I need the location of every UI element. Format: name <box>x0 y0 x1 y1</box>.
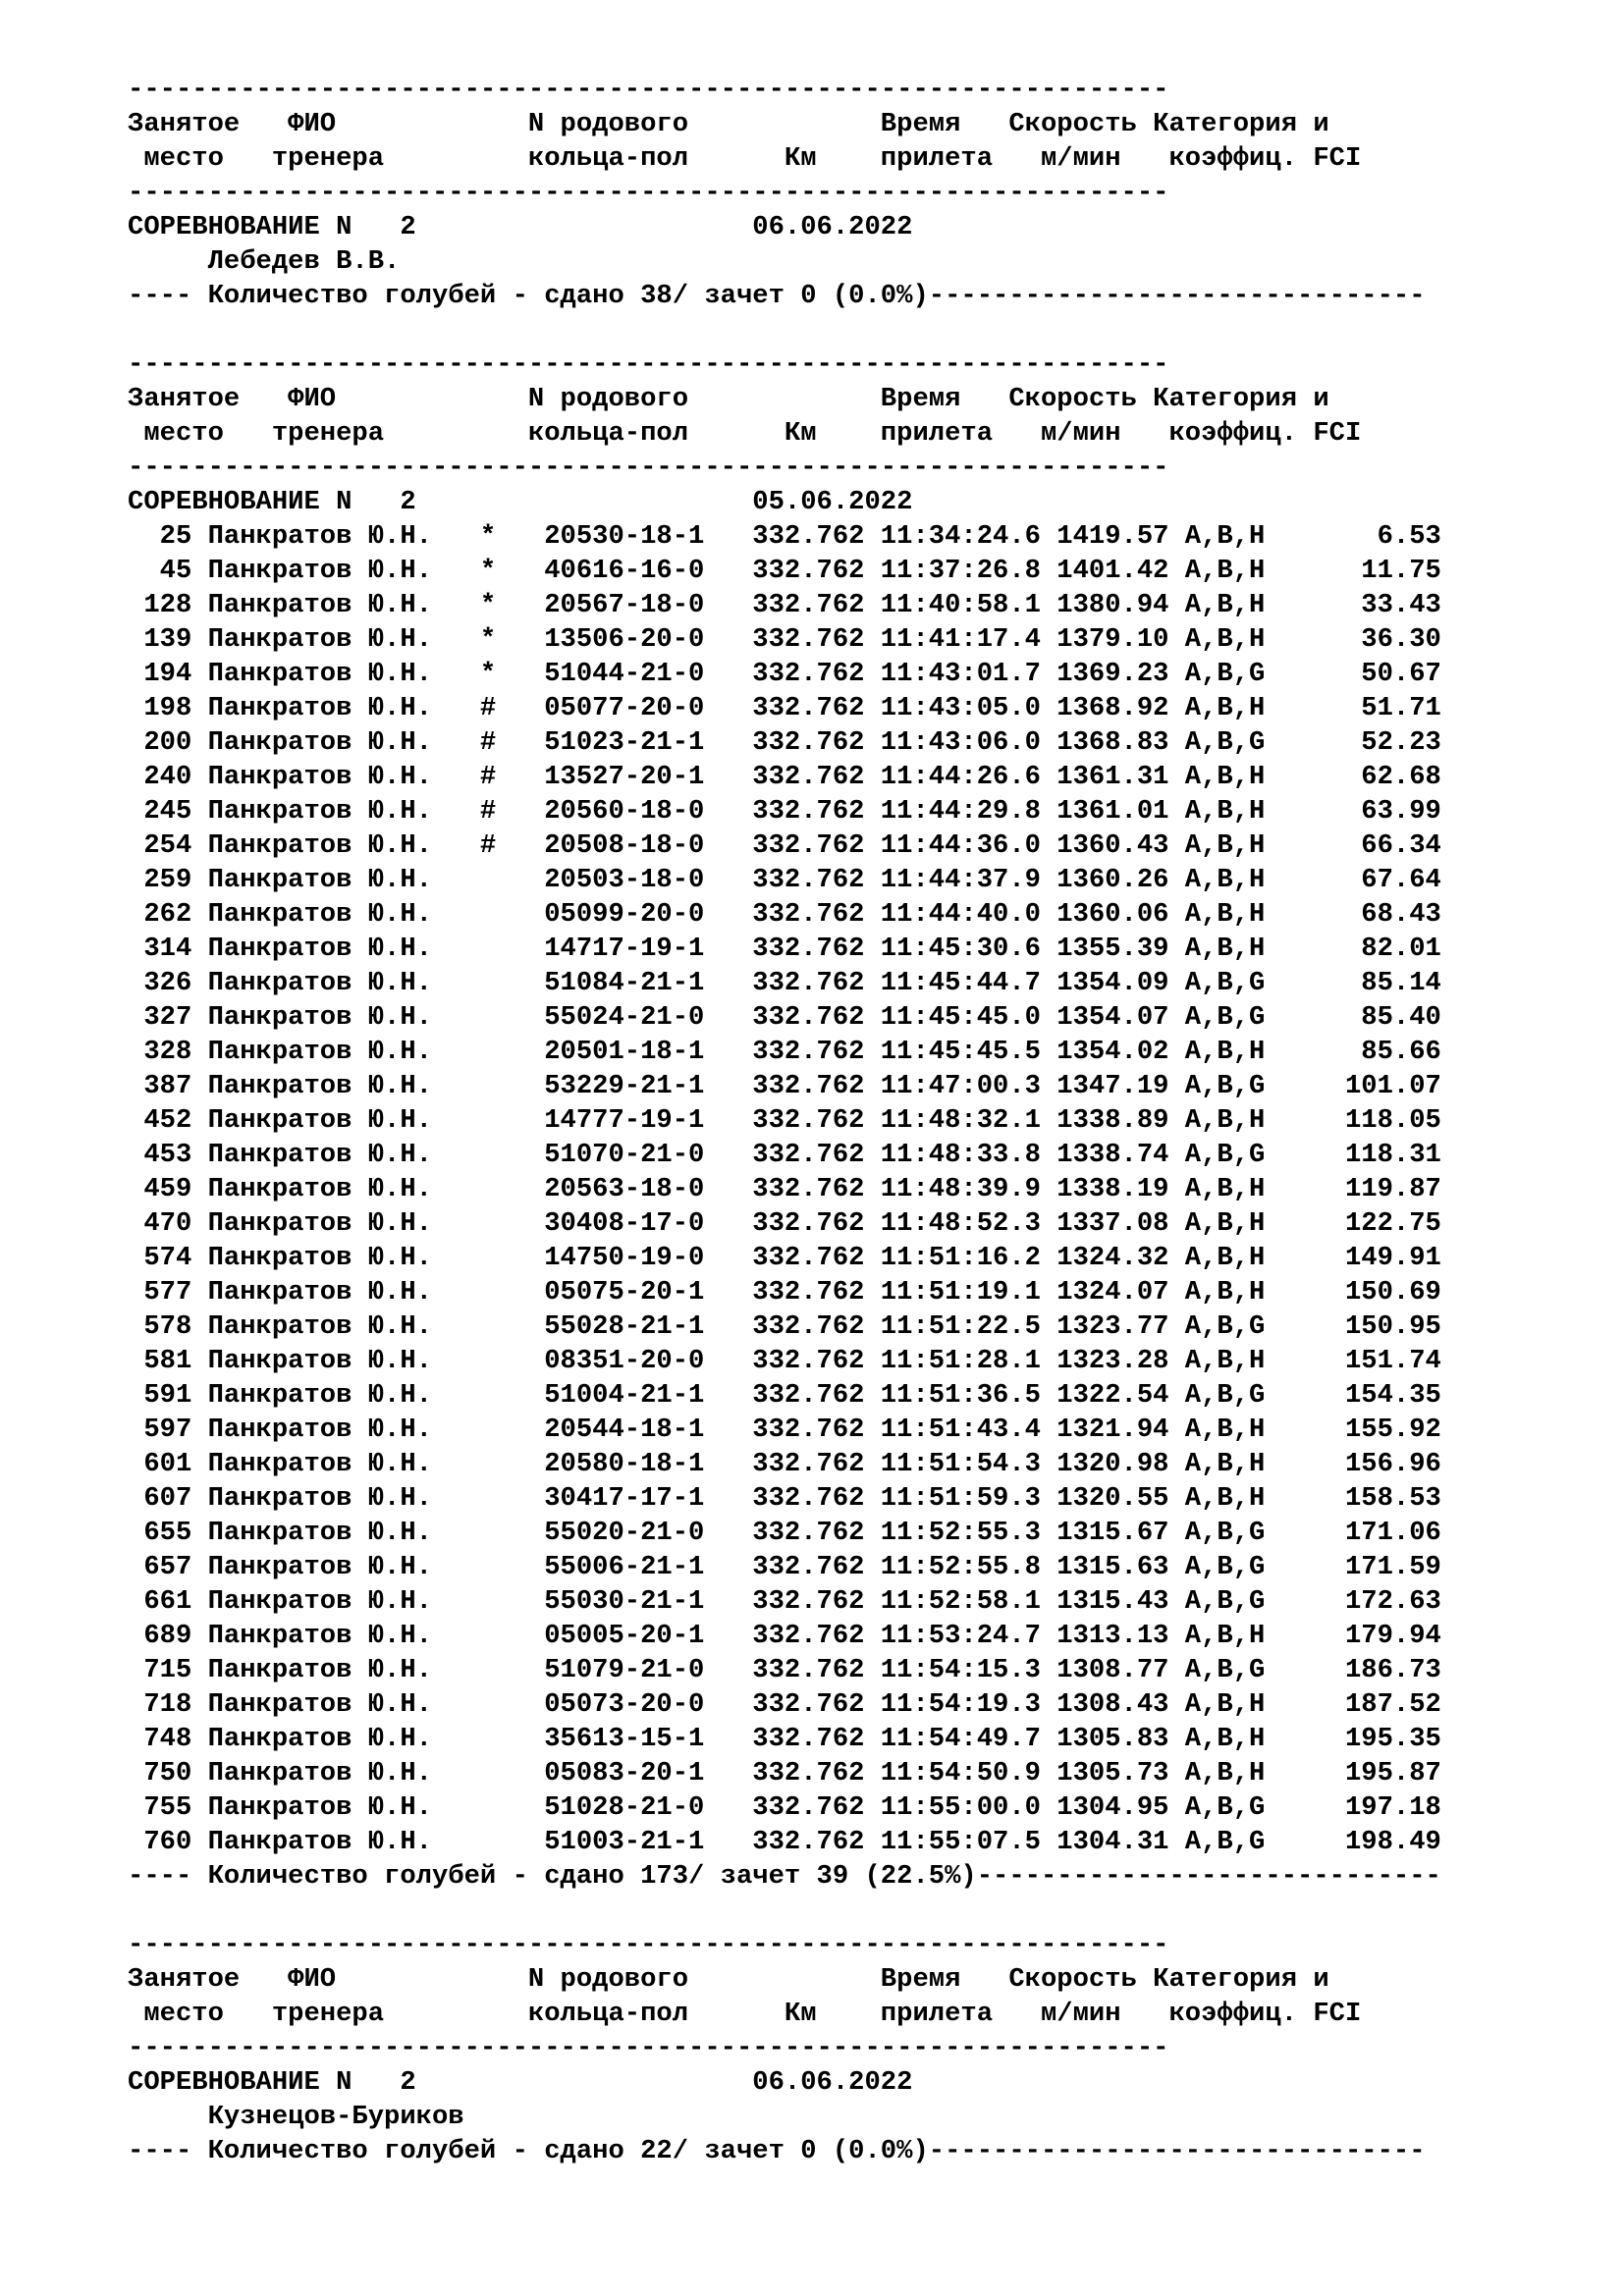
result-row: 245 Панкратов Ю.Н. # 20560-18-0 332.762 11:44:29.8 1361.01 A,B,H 63.99 <box>128 796 1441 827</box>
result-row: 262 Панкратов Ю.Н. 05099-20-0 332.762 11:44:40.0 1360.06 A,B,H 68.43 <box>128 899 1441 930</box>
result-row: 459 Панкратов Ю.Н. 20563-18-0 332.762 11:48:39.9 1338.19 A,B,H 119.87 <box>128 1174 1441 1204</box>
section-summary: ---- Количество голубей - сдано 22/ зачет 0 (0.0%)------------------------------- <box>128 2136 1426 2166</box>
section-summary: ---- Количество голубей - сдано 173/ зачет 39 (22.5%)----------------------------- <box>128 1861 1441 1892</box>
trainer-name: Кузнецов-Буриков <box>128 2102 464 2132</box>
header-rule-bottom: ----------------------------------------------------------------- <box>128 178 1169 208</box>
result-row: 578 Панкратов Ю.Н. 55028-21-1 332.762 11:51:22.5 1323.77 A,B,G 150.95 <box>128 1311 1441 1342</box>
column-header-row-1: Занятое ФИО N родового Время Скорость Категория и <box>128 109 1329 139</box>
result-row: 470 Панкратов Ю.Н. 30408-17-0 332.762 11:48:52.3 1337.08 A,B,H 122.75 <box>128 1208 1441 1239</box>
spacer <box>128 1894 1441 1928</box>
result-row: 200 Панкратов Ю.Н. # 51023-21-1 332.762 11:43:06.0 1368.83 A,B,G 52.23 <box>128 727 1441 758</box>
competition-title: СОРЕВНОВАНИЕ N 2 06.06.2022 <box>128 212 913 242</box>
result-row: 139 Панкратов Ю.Н. * 13506-20-0 332.762 11:41:17.4 1379.10 A,B,H 36.30 <box>128 624 1441 655</box>
result-row: 689 Панкратов Ю.Н. 05005-20-1 332.762 11:53:24.7 1313.13 A,B,H 179.94 <box>128 1621 1441 1651</box>
column-header-row-1: Занятое ФИО N родового Время Скорость Категория и <box>128 1964 1329 1995</box>
column-header-row-1: Занятое ФИО N родового Время Скорость Категория и <box>128 384 1329 414</box>
result-row: 581 Панкратов Ю.Н. 08351-20-0 332.762 11:51:28.1 1323.28 A,B,H 151.74 <box>128 1346 1441 1376</box>
result-row: 718 Панкратов Ю.Н. 05073-20-0 332.762 11:54:19.3 1308.43 A,B,H 187.52 <box>128 1689 1441 1720</box>
column-header-row-2: место тренера кольца-пол Км прилета м/мин коэффиц. FCI <box>128 418 1362 449</box>
result-row: 194 Панкратов Ю.Н. * 51044-21-0 332.762 11:43:01.7 1369.23 A,B,G 50.67 <box>128 659 1441 689</box>
result-row: 198 Панкратов Ю.Н. # 05077-20-0 332.762 11:43:05.0 1368.92 A,B,H 51.71 <box>128 693 1441 723</box>
result-row: 128 Панкратов Ю.Н. * 20567-18-0 332.762 11:40:58.1 1380.94 A,B,H 33.43 <box>128 590 1441 620</box>
result-row: 574 Панкратов Ю.Н. 14750-19-0 332.762 11:51:16.2 1324.32 A,B,H 149.91 <box>128 1243 1441 1273</box>
result-row: 655 Панкратов Ю.Н. 55020-21-0 332.762 11:52:55.3 1315.67 A,B,G 171.06 <box>128 1518 1441 1548</box>
result-row: 601 Панкратов Ю.Н. 20580-18-1 332.762 11:51:54.3 1320.98 A,B,H 156.96 <box>128 1449 1441 1479</box>
result-row: 607 Панкратов Ю.Н. 30417-17-1 332.762 11:51:59.3 1320.55 A,B,H 158.53 <box>128 1483 1441 1514</box>
column-header-row-2: место тренера кольца-пол Км прилета м/мин коэффиц. FCI <box>128 143 1362 174</box>
spacer <box>128 313 1441 347</box>
column-header-row-2: место тренера кольца-пол Км прилета м/мин коэффиц. FCI <box>128 1999 1362 2029</box>
result-row: 240 Панкратов Ю.Н. # 13527-20-1 332.762 11:44:26.6 1361.31 A,B,H 62.68 <box>128 762 1441 792</box>
result-row: 327 Панкратов Ю.Н. 55024-21-0 332.762 11:45:45.0 1354.07 A,B,G 85.40 <box>128 1002 1441 1033</box>
result-row: 577 Панкратов Ю.Н. 05075-20-1 332.762 11:51:19.1 1324.07 A,B,H 150.69 <box>128 1277 1441 1308</box>
competition-title: СОРЕВНОВАНИЕ N 2 05.06.2022 <box>128 487 913 517</box>
result-row: 45 Панкратов Ю.Н. * 40616-16-0 332.762 11:37:26.8 1401.42 A,B,H 11.75 <box>128 556 1441 586</box>
result-row: 750 Панкратов Ю.Н. 05083-20-1 332.762 11:54:50.9 1305.73 A,B,H 195.87 <box>128 1758 1441 1789</box>
result-row: 755 Панкратов Ю.Н. 51028-21-0 332.762 11:55:00.0 1304.95 A,B,G 197.18 <box>128 1792 1441 1823</box>
section-summary: ---- Количество голубей - сдано 38/ зачет 0 (0.0%)------------------------------- <box>128 281 1426 311</box>
header-rule-top: ----------------------------------------------------------------- <box>128 1930 1169 1960</box>
result-row: 591 Панкратов Ю.Н. 51004-21-1 332.762 11:51:36.5 1322.54 A,B,G 154.35 <box>128 1380 1441 1411</box>
result-row: 715 Панкратов Ю.Н. 51079-21-0 332.762 11:54:15.3 1308.77 A,B,G 186.73 <box>128 1655 1441 1685</box>
result-row: 597 Панкратов Ю.Н. 20544-18-1 332.762 11:51:43.4 1321.94 A,B,H 155.92 <box>128 1415 1441 1445</box>
result-row: 657 Панкратов Ю.Н. 55006-21-1 332.762 11:52:55.8 1315.63 A,B,G 171.59 <box>128 1552 1441 1582</box>
header-rule-bottom: ----------------------------------------------------------------- <box>128 453 1169 483</box>
header-rule-top: ----------------------------------------------------------------- <box>128 75 1169 105</box>
result-row: 453 Панкратов Ю.Н. 51070-21-0 332.762 11:48:33.8 1338.74 A,B,G 118.31 <box>128 1140 1441 1170</box>
result-row: 760 Панкратов Ю.Н. 51003-21-1 332.762 11:55:07.5 1304.31 A,B,G 198.49 <box>128 1827 1441 1857</box>
result-row: 326 Панкратов Ю.Н. 51084-21-1 332.762 11:45:44.7 1354.09 A,B,G 85.14 <box>128 968 1441 998</box>
result-row: 661 Панкратов Ю.Н. 55030-21-1 332.762 11:52:58.1 1315.43 A,B,G 172.63 <box>128 1586 1441 1617</box>
result-row: 328 Панкратов Ю.Н. 20501-18-1 332.762 11:45:45.5 1354.02 A,B,H 85.66 <box>128 1037 1441 1067</box>
result-row: 387 Панкратов Ю.Н. 53229-21-1 332.762 11:47:00.3 1347.19 A,B,G 101.07 <box>128 1071 1441 1101</box>
competition-title: СОРЕВНОВАНИЕ N 2 06.06.2022 <box>128 2067 913 2098</box>
header-rule-top: ----------------------------------------------------------------- <box>128 349 1169 380</box>
result-row: 452 Панкратов Ю.Н. 14777-19-1 332.762 11:48:32.1 1338.89 A,B,H 118.05 <box>128 1105 1441 1136</box>
report-document <box>128 73 1441 2168</box>
result-row: 254 Панкратов Ю.Н. # 20508-18-0 332.762 11:44:36.0 1360.43 A,B,H 66.34 <box>128 830 1441 861</box>
header-rule-bottom: ----------------------------------------------------------------- <box>128 2033 1169 2063</box>
trainer-name: Лебедев В.В. <box>128 246 401 277</box>
result-row: 314 Панкратов Ю.Н. 14717-19-1 332.762 11:45:30.6 1355.39 A,B,H 82.01 <box>128 934 1441 964</box>
result-row: 259 Панкратов Ю.Н. 20503-18-0 332.762 11:44:37.9 1360.26 A,B,H 67.64 <box>128 865 1441 895</box>
result-row: 25 Панкратов Ю.Н. * 20530-18-1 332.762 11:34:24.6 1419.57 A,B,H 6.53 <box>128 521 1441 552</box>
result-row: 748 Панкратов Ю.Н. 35613-15-1 332.762 11:54:49.7 1305.83 A,B,H 195.35 <box>128 1724 1441 1754</box>
